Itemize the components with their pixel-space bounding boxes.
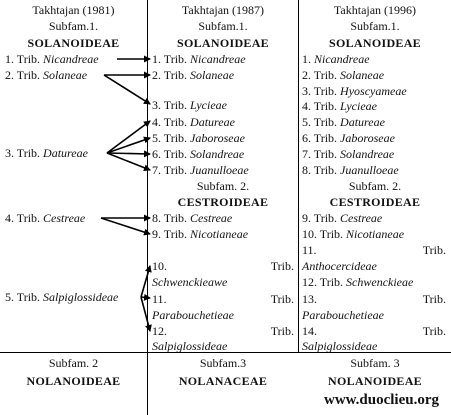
col1-subfam-bottom: Subfam. 2 <box>48 356 99 370</box>
col2-item-5: 5. Trib. Jaboroseae <box>152 131 245 145</box>
col2-header: Takhtajan (1987) <box>181 3 265 17</box>
col3-header: Takhtajan (1996) <box>333 3 417 17</box>
col3-item-14-line1: 14. Trib. <box>302 324 446 338</box>
arrow-datureae-5 <box>107 138 150 153</box>
col3-item-13-name: Parabouchetieae <box>302 308 384 322</box>
col3-item-9: 9. Trib. Cestreae <box>302 211 383 225</box>
col3-item-2: 2. Trib. Solaneae <box>302 68 385 82</box>
col2-item-11-name: Parabouchetieae <box>152 308 234 322</box>
col1-subfam-bottom-name: NOLANOIDEAE <box>26 374 121 388</box>
col2-item-11-line1: 11. Trib. <box>152 292 294 306</box>
col3-item-11-line1: 11. Trib. <box>302 243 446 257</box>
col3-item-3: 3. Trib. Hyoscyameae <box>302 84 407 98</box>
arrow-datureae-7 <box>107 153 150 170</box>
col1-item-1: 1. Trib. Nicandreae <box>5 52 99 66</box>
col3-item-1: 1. Nicandreae <box>302 52 370 66</box>
col2-item-6: 6. Trib. Solandreae <box>152 147 245 161</box>
col2-subfam-top: Subfam.1. <box>198 19 248 33</box>
col1-header: Takhtajan (1981) <box>32 3 115 17</box>
col2-item-12-line1: 12. Trib. <box>152 324 294 338</box>
col1-item-3: 3. Trib. Datureae <box>5 146 88 160</box>
col3-item-6: 6. Trib. Jaboroseae <box>302 131 395 145</box>
arrow-salpi-11 <box>141 297 150 298</box>
arrow-datureae-4 <box>107 121 150 153</box>
col2-subfam-bottom: Subfam.3 <box>199 356 247 370</box>
col1-subfam-top: Subfam.1. <box>48 19 99 33</box>
col3-item-13-line1: 13. Trib. <box>302 292 446 306</box>
arrow-salpi-10 <box>141 266 150 297</box>
arrow-salpi-12 <box>141 297 150 331</box>
col2-item-2: 2. Trib. Solaneae <box>152 68 235 82</box>
col3-item-8: 8. Trib. Juanulloeae <box>302 163 399 177</box>
col2-subfam-mid-name: CESTROIDEAE <box>177 195 269 209</box>
arrow-cestreae-9 <box>101 218 150 234</box>
col3-subfam-top: Subfam.1. <box>350 19 400 33</box>
col2-subfam-bottom-name: NOLANACEAE <box>178 374 268 388</box>
arrow-datureae-6 <box>107 153 150 154</box>
col2-item-10-line1: 10. Trib. <box>152 259 294 273</box>
col2-item-7: 7. Trib. Juanulloeae <box>152 163 249 177</box>
col3-item-14-name: Salpiglossideae <box>302 339 378 353</box>
col2-subfam-top-name: SOLANOIDEAE <box>177 36 269 50</box>
watermark: www.duoclieu.org <box>323 392 439 408</box>
col3-subfam-mid-name: CESTROIDEAE <box>329 195 421 209</box>
col2-item-1: 1. Trib. Nicandreae <box>152 52 246 66</box>
col2-item-10-name: Schwenckieawe <box>152 275 228 289</box>
col3-subfam-bottom-name: NOLANOIDEAE <box>328 374 422 388</box>
col3-item-11-name: Anthocercideae <box>302 259 377 273</box>
col2-item-12-name: Salpiglossideae <box>152 339 228 353</box>
col1-subfam-top-name: SOLANOIDEAE <box>27 36 120 50</box>
col1-item-4: 4. Trib. Cestreae <box>5 211 86 225</box>
col3-item-12: 12. Trib. Schwenckieae <box>302 275 414 289</box>
col3-item-4: 4. Trib. Lycieae <box>302 99 377 113</box>
col3-subfam-bottom: Subfam. 3 <box>350 356 400 370</box>
col2-item-4: 4. Trib. Datureae <box>152 115 235 129</box>
col1-item-5: 5. Trib. Salpiglossideae <box>5 290 119 304</box>
col1-item-2: 2. Trib. Solaneae <box>5 68 88 82</box>
col2-item-3: 3. Trib. Lycieae <box>152 98 227 112</box>
col3-subfam-top-name: SOLANOIDEAE <box>329 36 421 50</box>
col3-item-7: 7. Trib. Solandreae <box>302 147 395 161</box>
col2-subfam-mid: Subfam. 2. <box>196 179 250 193</box>
col2-item-8: 8. Trib. Cestreae <box>152 211 233 225</box>
col3-item-10: 10. Trib. Nicotianeae <box>302 227 405 241</box>
col3-subfam-mid: Subfam. 2. <box>348 179 402 193</box>
arrow-solaneae-lycieae <box>104 75 150 104</box>
col3-item-5: 5. Trib. Datureae <box>302 115 385 129</box>
col2-item-9: 9. Trib. Nicotianeae <box>152 227 249 241</box>
